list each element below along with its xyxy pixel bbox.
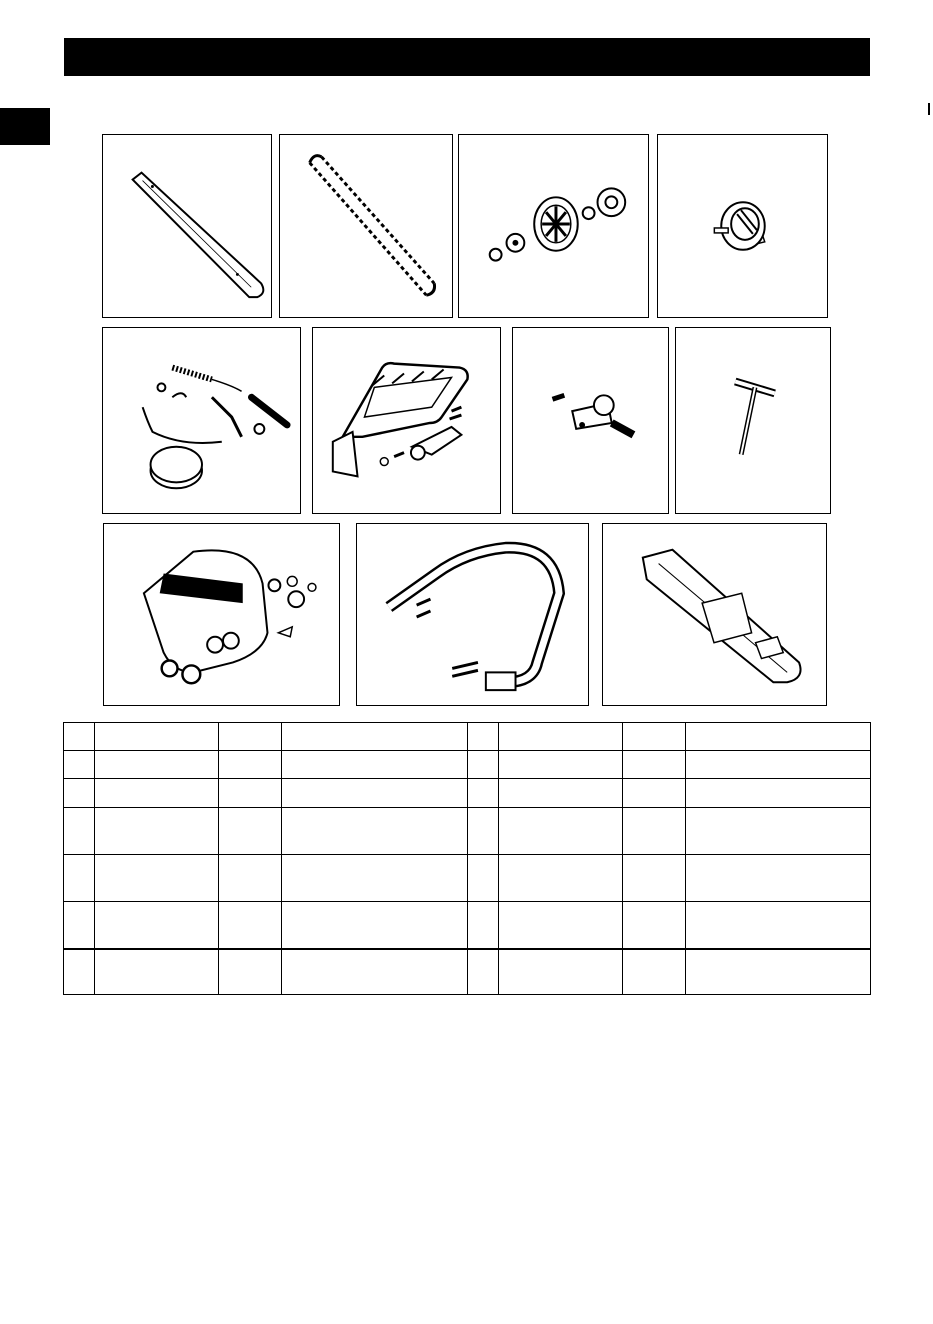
oil-pump-icon (658, 135, 827, 317)
table-cell (499, 949, 623, 995)
table-cell (686, 949, 871, 995)
table-cell (499, 751, 623, 779)
language-side-tab (0, 108, 50, 145)
table-cell (686, 855, 871, 902)
table-cell (219, 902, 282, 949)
table-cell (64, 808, 95, 855)
guide-bar-icon (103, 135, 271, 317)
table-cell (282, 902, 468, 949)
combination-wrench-icon (676, 328, 830, 513)
figure-combination-wrench (675, 327, 831, 514)
table-cell (623, 751, 686, 779)
figure-sprocket-cover (103, 523, 340, 706)
table-cell (468, 855, 499, 902)
table-cell (219, 808, 282, 855)
figure-chain-tensioner (512, 327, 669, 514)
table-cell (219, 855, 282, 902)
table-cell (686, 723, 871, 751)
chain-tensioner-icon (513, 328, 668, 513)
figure-brake-spring-kit (102, 327, 301, 514)
brake-spring-kit-icon (103, 328, 300, 513)
table-cell (219, 779, 282, 808)
hand-guard-icon (313, 328, 500, 513)
table-cell (282, 855, 468, 902)
table-row (64, 855, 871, 902)
table-row (64, 808, 871, 855)
table-cell (64, 902, 95, 949)
table-cell (95, 949, 219, 995)
table-cell (468, 779, 499, 808)
table-cell (95, 902, 219, 949)
table-cell (468, 723, 499, 751)
table-cell (499, 808, 623, 855)
table-cell (95, 855, 219, 902)
figure-oil-pump (657, 134, 828, 318)
table-cell (468, 949, 499, 995)
table-cell (499, 779, 623, 808)
table-cell (64, 723, 95, 751)
front-handle-icon (357, 524, 588, 705)
table-cell (282, 779, 468, 808)
table-cell (468, 808, 499, 855)
table-cell (686, 779, 871, 808)
saw-chain-icon (280, 135, 452, 317)
table-cell (499, 855, 623, 902)
table-cell (468, 902, 499, 949)
figure-sprocket-kit (458, 134, 649, 318)
table-row (64, 723, 871, 751)
table-cell (499, 902, 623, 949)
header-title-bar (64, 38, 870, 76)
page-edge-mark (928, 103, 930, 115)
table-cell (95, 723, 219, 751)
table-row (64, 949, 871, 995)
table-cell (686, 751, 871, 779)
table-cell (95, 779, 219, 808)
table-row (64, 902, 871, 949)
table-cell (623, 779, 686, 808)
parts-table (63, 722, 871, 995)
table-cell (64, 949, 95, 995)
table-cell (282, 723, 468, 751)
table-cell (64, 855, 95, 902)
table-row (64, 751, 871, 779)
table-cell (686, 902, 871, 949)
table-cell (468, 751, 499, 779)
table-cell (623, 723, 686, 751)
figure-bar-scabbard (602, 523, 827, 706)
table-row (64, 779, 871, 808)
table-cell (95, 751, 219, 779)
sprocket-kit-icon (459, 135, 648, 317)
table-cell (499, 723, 623, 751)
table-cell (623, 949, 686, 995)
table-cell (282, 808, 468, 855)
sprocket-cover-icon (104, 524, 339, 705)
table-cell (64, 751, 95, 779)
figure-guide-bar (102, 134, 272, 318)
table-cell (64, 779, 95, 808)
table-cell (623, 808, 686, 855)
table-cell (282, 949, 468, 995)
figure-saw-chain (279, 134, 453, 318)
table-cell (282, 751, 468, 779)
table-cell (219, 723, 282, 751)
table-cell (623, 855, 686, 902)
table-cell (219, 751, 282, 779)
table-cell (95, 808, 219, 855)
table-cell (219, 949, 282, 995)
table-cell (686, 808, 871, 855)
bar-scabbard-icon (603, 524, 826, 705)
table-cell (623, 902, 686, 949)
figure-hand-guard (312, 327, 501, 514)
figure-front-handle (356, 523, 589, 706)
